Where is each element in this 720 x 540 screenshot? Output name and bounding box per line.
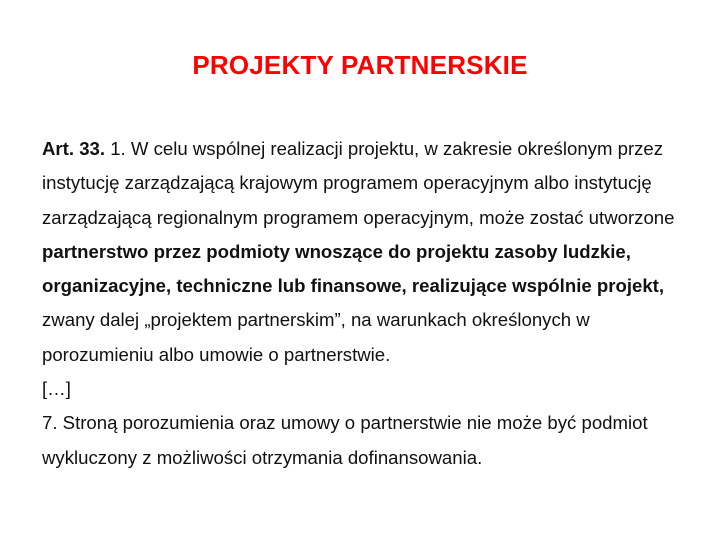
article-paragraph-1 xyxy=(42,132,692,303)
article-paragraph-7: 7. Stroną porozumienia oraz umowy o partnerstwie nie może być podmiot wykluczony z możliwości otrzymania dofinansowania. xyxy=(42,412,648,468)
article-paragraph-1-continued: zwany dalej „projektem partnerskim”, na warunkach określonych w porozumieniu albo umowie o partnerstwie. xyxy=(42,309,590,365)
article-body xyxy=(42,132,692,475)
slide-title: PROJEKTY PARTNERSKIE xyxy=(192,50,528,80)
article-label: Art. 33. xyxy=(42,138,106,159)
article-text-start: 1. W celu wspólnej realizacji projektu, w zakresie określonym przez instytucję zarządzającą krajowym programem operacyjnym albo instytucję zarządzającą regionalnym programem operacyjnym, może zostać utworzone xyxy=(42,138,675,228)
article-ellipsis: […] xyxy=(42,378,71,400)
article-text-bold: partnerstwo przez podmioty wnoszące do projektu zasoby ludzkie, organizacyjne, techniczne lub finansowe, realizujące wspólnie projekt, xyxy=(42,240,665,297)
